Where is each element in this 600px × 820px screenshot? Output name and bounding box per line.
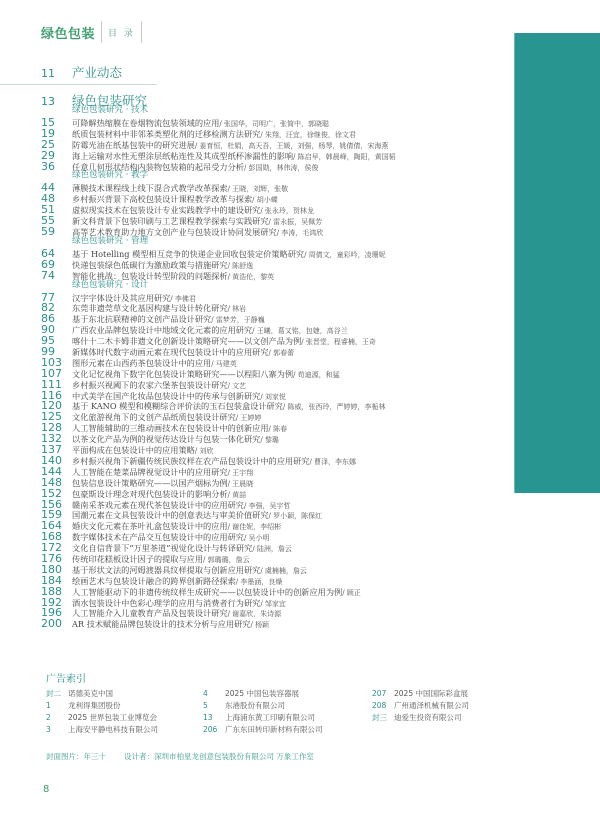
toc-entry[interactable] [41,367,600,378]
article-title: 海上运输对水性无塑涂层纸粘连性及其成型纸杯渗漏性的影响 [72,150,294,161]
ad-column [372,688,469,724]
article-authors: / 朱翔，汪宜，徐继俊，徐文君 [260,130,356,139]
toc-entry[interactable] [41,291,600,302]
toc-entry[interactable] [41,498,600,509]
article-title: 赣南采茶戏元素在现代茶包装设计中的应用研究 [72,499,244,510]
article-title: 包装信息设计策略研究——以国产烟标为例 [72,477,228,488]
page-number: 36 [41,159,55,173]
subsection-label: 绿色包装研究 · 教学 [72,170,149,181]
page-number: 148 [41,475,62,489]
ad-page: 1 [46,701,51,710]
page-header [41,24,142,40]
page-number: 86 [41,312,55,326]
toc-entry[interactable] [41,389,600,400]
article-authors: / 谢嘉欣，朱诗源 [227,610,282,619]
article-authors: / 陆洲，詹云 [252,545,292,554]
section-heading[interactable] [41,91,600,108]
article-authors: / 王晨晓 [227,479,254,488]
article-authors: / 苟迪源，和猛 [293,370,340,379]
toc-entry[interactable] [41,530,600,544]
article-title: 高等艺术教育助力地方文创产业与包装设计协同发展研究 [72,227,277,238]
article-authors: / 李涛，毛鸿欣 [276,229,324,238]
article-title: 婚庆文化元素在茶叶礼盒包装设计中的应用 [72,521,228,532]
article-authors: / 李强，吴宇哲 [243,501,291,510]
article-title: 广西农业品牌包装设计中地域文化元素的应用研究 [72,325,253,336]
page-number: 132 [41,432,62,446]
ad-entry[interactable] [46,712,158,724]
page-number: 111 [41,377,62,391]
article-title: 新媒体时代数字动画元素在现代包装设计中的应用研究 [72,347,269,358]
article-authors: / 张永玲，贺林龙 [260,207,314,216]
article-authors: / 曹泽，李东娜 [309,457,357,466]
article-authors: / 王晓，刘辉，张敬 [227,185,289,194]
article-title: 以茶文化产品为例的视觉传达设计与包装一体化研究 [72,434,261,445]
article-authors: / 黄浩伦，黎英 [227,272,275,281]
article-title: 汉字字体设计及其应用研究 [72,292,171,303]
ad-entry[interactable] [46,724,158,736]
article-title: 薄膜技术课程线上线下混合式教学改革探索 [72,183,228,194]
page-number: 196 [41,606,62,620]
toc-entry[interactable] [41,487,600,498]
toc-entry[interactable] [41,116,600,127]
article-authors: / 罗小颖，陈保红 [268,512,323,521]
article-authors: / 李墨涵，良燥 [235,577,283,586]
subsection-label: 绿色包装研究 · 设计 [72,279,149,290]
ad-entry[interactable] [46,688,158,700]
article-title: 快递包装绿色低碳行为激励政策与措施研究 [72,259,228,270]
article-authors: / 张国华，司明广，张简中，郭晓聪 [219,120,329,128]
article-title: 人工智能辅助的三维动画技术在包装设计中的创新应用 [72,423,269,434]
toc-entry[interactable] [41,399,600,413]
toc-entry[interactable] [41,563,600,574]
article-authors: / 邹家宜 [260,599,286,608]
article-authors: / 张晋堂，程睿楠，王奇 [301,338,376,347]
ad-entry[interactable] [46,700,158,712]
ad-column [203,688,323,736]
advertiser-name: 龙利得集团股份 [68,701,121,710]
page-number: 15 [41,116,55,129]
toc-entry[interactable] [41,192,600,206]
magazine-logo: 绿色包装 [41,26,96,42]
page-number: 55 [41,214,55,228]
article-title: 文化旅游视角下的文创产品纸质包装设计研究 [72,412,236,423]
page-number: 69 [41,257,55,271]
advertiser-name: 广东东田转印新材料有限公司 [225,725,323,734]
toc-entry[interactable] [41,323,600,337]
ad-page: 4 [203,689,208,698]
designer-credit: 设计者：深圳市柏星龙创意包装股份有限公司 万象工作室 [124,752,314,761]
ad-entry[interactable] [203,700,323,712]
page-number: 128 [41,421,62,435]
page-number: 180 [41,562,62,576]
page-number: 64 [41,246,55,260]
section-divider [0,84,157,85]
advertiser-name: 诺德美克中国 [68,689,113,698]
article-title: 基于形状文法的河姆渡器具纹样提取与创新应用研究 [72,564,261,575]
page-number: 176 [41,551,62,565]
article-authors: / 杨颖 [250,621,270,630]
article-title: 图形元素在山西药茶包装设计中的应用 [72,357,212,368]
toc-entry[interactable] [41,454,600,465]
page-number-footer: 8 [43,784,50,795]
page-number: 13 [41,95,55,108]
page-number: 152 [41,486,62,500]
ad-page: 5 [203,701,208,710]
page-number: 188 [41,584,62,598]
article-title: 文化记忆视角下数字化包装设计策略研究——以程阳八寨为例 [72,368,294,379]
subsection-label: 绿色包装研究 · 管理 [72,235,149,246]
article-title: 绘画艺术与包装设计融合的跨界创新路径探索 [72,575,236,586]
ad-entry[interactable] [203,712,323,724]
page-number: 120 [41,399,62,413]
page-number: 159 [41,508,62,522]
section-heading[interactable] [41,63,600,85]
ad-entry[interactable] [203,724,323,736]
ad-index-title: 广告索引 [46,674,86,685]
page-number: 51 [41,203,55,217]
article-title: 防霉光油在纸基包装中的研究进展 [72,139,195,150]
article-authors: / 彭国勋，林伟涛，侯俊 [243,163,319,172]
article-title: 人工智能驱动下的非遗传统纹样生成研究——以包装设计中的创新应用为例 [72,586,343,597]
article-title: 乡村振兴背景下高校包装设计课程教学改革与探索 [72,194,253,205]
article-authors: / 刘家悦 [260,392,286,401]
article-title: 新文科背景下包装印刷与工艺课程教学探索与实践研究 [72,216,269,227]
article-title: 纸质包装材料中非邻苯类塑化剂的迁移检测方法研究 [72,128,261,139]
toc-entry[interactable] [41,552,600,563]
article-title: 数字媒体技术在产品交互包装设计中的应用研究 [72,532,244,543]
page-number: 90 [41,323,55,337]
advertiser-name: 广州通泽机械有限公司 [394,701,469,710]
article-title: 传统印花糕板设计因子的提取与应用 [72,553,204,564]
article-title: 基于 KANO 模型和模糊综合评价法的玉石包装盒设计研究 [72,401,283,412]
page-number: 192 [41,595,62,609]
page-number: 99 [41,345,55,359]
ad-column [46,688,158,736]
page-number: 19 [41,126,55,140]
article-authors: / 郭春蕾 [268,349,295,358]
page-number: 140 [41,453,62,467]
article-title: 中式美学在国产化妆品包装设计中的传承与创新研究 [72,390,261,401]
page-number: 77 [41,290,55,304]
article-title: 喀什十二木卡姆非遗文化创新设计策略研究——以文创产品为例 [72,336,302,347]
page-number: 137 [41,443,62,457]
article-authors: / 黄喆 [227,490,247,499]
page-number: 172 [41,541,62,555]
page-number: 11 [41,67,55,80]
page-number: 59 [41,225,55,239]
toc-entry[interactable] [41,476,600,487]
ad-page: 207 [372,689,387,698]
page-number: 74 [41,268,55,282]
ad-entry[interactable] [372,688,469,700]
toc-entry[interactable] [41,301,600,315]
article-title: 东莞非遗莞草文化基因构建与设计转化研究 [72,303,228,314]
article-authors: / 文艺 [227,381,247,390]
advertiser-name: 2025 世界包装工业博览会 [68,713,157,722]
ad-entry[interactable] [203,688,323,700]
page-number: 168 [41,530,62,544]
toc-entry[interactable] [41,247,600,258]
article-authors: / 马建英 [211,359,237,368]
article-authors: / 黎璐 [260,436,279,445]
page-number: 44 [41,181,55,195]
article-title: 基于东北抗联精神的文创产品设计研究 [72,314,212,325]
header-divider [141,21,142,43]
toc-entry[interactable] [41,269,600,280]
article-authors: / 顾正 [342,588,361,597]
page-number: 48 [41,192,55,206]
article-authors: / 周倩文，童彩吟，凌珊妮 [304,250,386,259]
section-title: 绿色包装研究 [72,93,148,108]
article-authors: / 林岩 [227,305,247,314]
toc-entry[interactable] [41,203,600,217]
toc-entry[interactable] [41,356,600,367]
toc-entry[interactable] [41,617,600,631]
toc-entry[interactable] [41,606,600,620]
credits-footer [46,751,314,762]
toc-entry[interactable] [41,574,600,585]
toc-entry[interactable] [41,432,600,446]
article-title: 人工智能在楚菜品牌视觉设计中的应用研究 [72,466,228,477]
ad-page: 206 [203,725,218,734]
article-title: 智能化挑战：包装设计转型阶段的问题探析 [72,270,228,281]
page-number: 144 [41,464,62,478]
article-authors: / 李佛君 [170,294,196,303]
cover-credit: 封面图片：年三十 [46,752,106,761]
advertiser-name: 东港股份有限公司 [225,701,285,710]
article-title: 人工智能介入儿童教育产品及包装设计研究 [72,608,228,619]
article-authors: / 雷梦芳，于静巍 [211,316,265,325]
article-title: 乡村振兴视阈下的农家六堡茶包装设计研究 [72,379,228,390]
page-number: 125 [41,410,62,424]
header-title: 目 录 [108,28,135,39]
toc-entry[interactable] [41,181,600,195]
article-title: 平面构成在包装设计中的应用策略 [72,445,195,456]
page-number: 29 [41,148,55,162]
article-title: 包豪斯设计理念对现代包装设计的影响分析 [72,488,228,499]
ad-page: 3 [46,725,51,734]
article-title: 基于 Hotelling 模型相互竞争的快递企业回收包装定价策略研究 [72,248,305,259]
ad-page: 封二 [46,689,61,698]
article-authors: / 陈威，张西玲，严婷婷，李栀林 [282,403,386,412]
article-title: 可降解热缩膜在卷烟物流包装领域的应用 [72,118,220,128]
article-authors: / 陈春 [268,425,288,434]
advertiser-name: 迪爱生投资有限公司 [394,713,462,722]
page-number: 184 [41,573,62,587]
ad-page: 13 [203,713,213,722]
article-authors: / 谢佳妮，李绍彬 [227,523,282,532]
ad-entry[interactable] [372,700,469,712]
toc-entry[interactable] [41,541,600,555]
toc-entry[interactable] [41,443,600,457]
header-divider [101,21,102,43]
article-authors: / 姜育恒，杜娟，高天吾，王媛，刘强，杨琴，姚倩倩，宋海燕 [194,141,389,150]
ad-entry[interactable] [372,712,469,724]
toc-entry[interactable] [41,508,600,522]
page-number: 156 [41,497,62,511]
advertiser-name: 上海安平静电科技有限公司 [68,725,158,734]
article-title: 国潮元素在文具包装设计中的创意表达与审美价值研究 [72,510,269,521]
article-authors: / 虞楠楠，詹云 [260,566,307,575]
subsection-label: 绿色包装研究 · 技术 [72,105,149,115]
ad-page: 208 [372,701,387,710]
article-title: 乡村振兴视角下新疆传统民族纹样在农产品包装设计中的应用研究 [72,455,310,466]
advertiser-name: 2025 中国包装容器展 [225,689,299,698]
article-authors: / 刘欣 [194,447,214,456]
article-authors: / 胡小蝶 [252,196,278,205]
advertiser-name: 上海浦东黄工印刷有限公司 [225,713,315,722]
article-authors: / 王婷婷 [235,414,262,423]
table-of-contents [41,63,600,631]
article-authors: / 陈启早，韩晨峰，陶阳，黄国韬 [293,152,396,161]
page-number: 200 [41,617,62,631]
article-title: 酒水包装设计中色彩心理学的应用与消费者行为研究 [72,597,261,608]
ad-page: 封三 [372,713,387,722]
page-number: 164 [41,519,62,533]
toc-entry[interactable] [41,312,600,326]
article-authors: / 吴小明 [243,534,270,543]
article-authors: / 陈舒逸 [227,261,254,270]
page-number: 103 [41,355,62,369]
ad-page: 2 [46,713,51,722]
article-authors: / 王曦，葛又铭，包婕，高谷兰 [252,327,348,336]
page-number: 107 [41,366,62,380]
article-title: 任意几何形状结构内装物包装箱的起吊受力分析 [72,161,244,172]
article-title: 虚拟现实技术在包装设计专业实践教学中的建设研究 [72,205,261,216]
page-number: 95 [41,334,55,348]
advertiser-name: 2025 中国国际彩盒展 [394,689,468,698]
article-title: AR 技术赋能品牌包装设计的技术分析与应用研究 [72,619,251,630]
article-authors: / 王宇翔 [227,468,254,477]
article-title: 文化自信背景下“万里茶道”视觉化设计与转译研究 [72,543,253,554]
article-authors: / 郭璐璐，詹云 [203,555,250,564]
section-title: 产业动态 [72,65,123,80]
page-number: 25 [41,137,55,151]
page-number: 82 [41,301,55,315]
article-authors: / 雷永振，吴佩芳 [268,218,323,227]
page-number: 116 [41,388,62,402]
toc-entry[interactable] [41,214,600,228]
toc-entry[interactable] [41,585,600,596]
toc-entry[interactable] [41,421,600,435]
